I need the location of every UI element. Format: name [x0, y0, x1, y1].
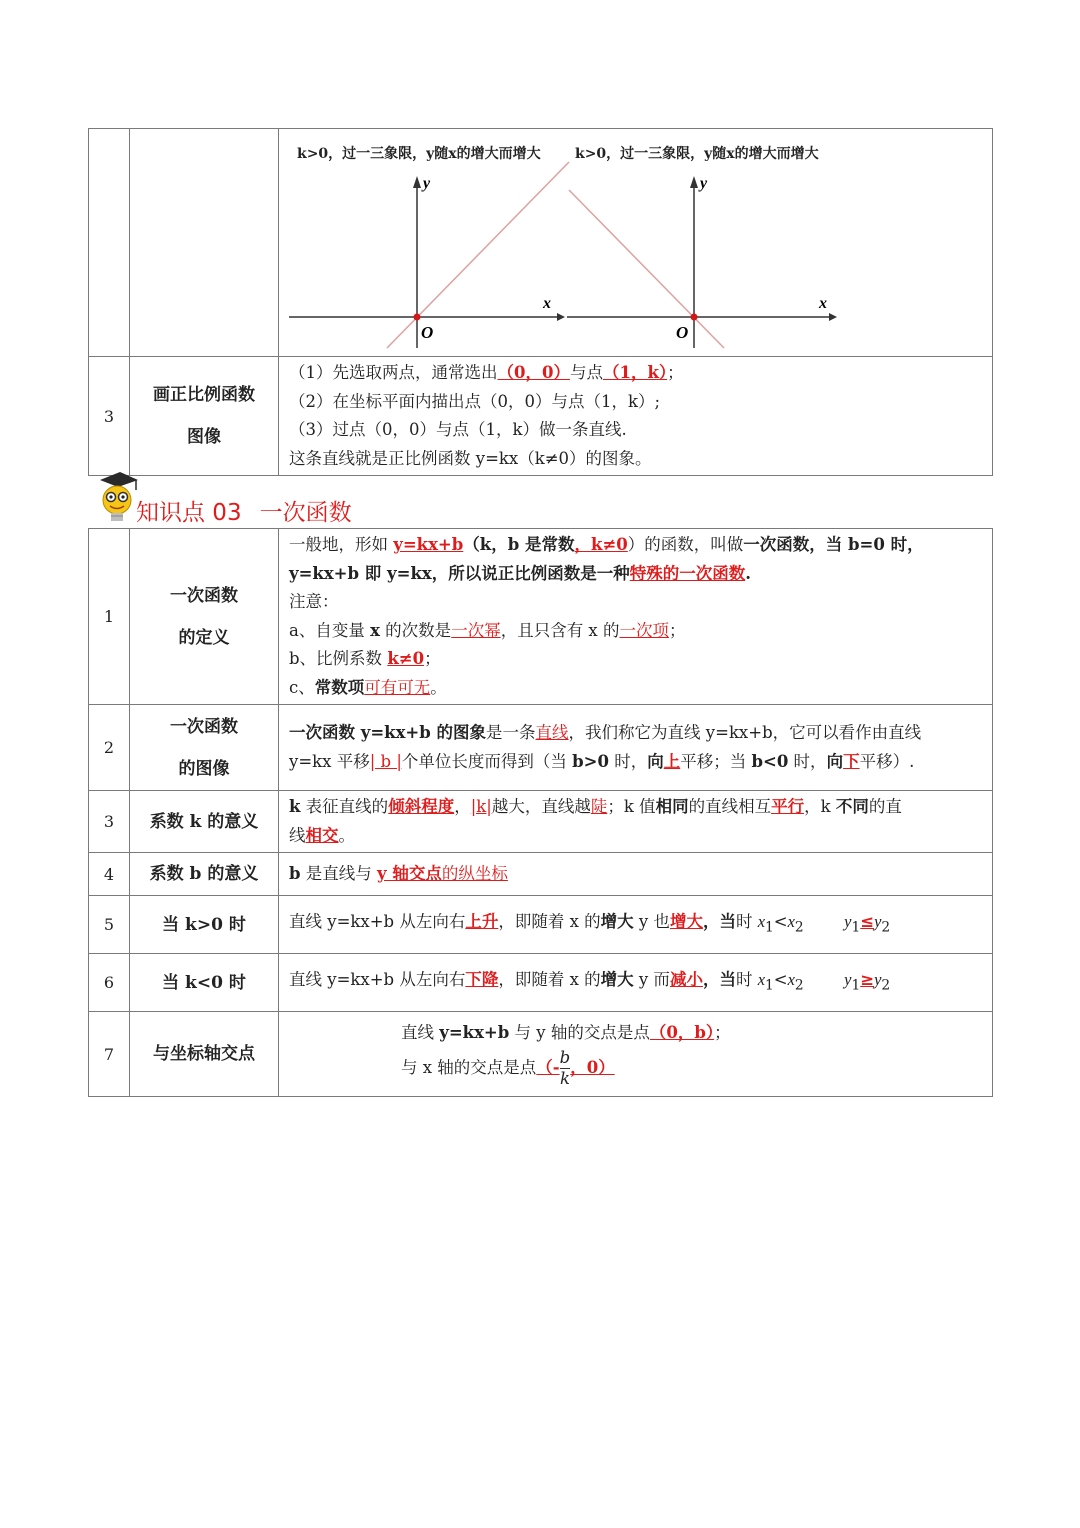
text: 是一条: [486, 723, 536, 742]
left-line: [387, 162, 569, 348]
answer-blank: 特殊的一次函数: [629, 563, 746, 583]
text: 平移；当: [680, 751, 752, 771]
conclusion: 这条直线就是正比例函数 y=kx（k≠0）的图象。: [289, 448, 652, 468]
k-negative-content: [279, 954, 993, 1012]
math-sub: 2: [881, 976, 891, 993]
answer-blank: （0，0）: [497, 363, 570, 382]
right-x-arrow: [829, 313, 837, 321]
linear-function-table: [88, 528, 993, 1097]
row-num-empty: [89, 129, 130, 357]
text: 与 x 轴的交点是点: [401, 1057, 537, 1077]
answer-blank: （-: [536, 1057, 560, 1077]
text: c、: [289, 677, 315, 697]
text: y 也: [633, 911, 670, 931]
answer-blank: | b |: [369, 751, 402, 771]
proportional-graphs: [279, 130, 991, 356]
row-num: 3: [89, 791, 130, 853]
row-name-line2: 的图像: [178, 758, 230, 779]
denominator: k: [559, 1068, 570, 1088]
text: 是直线与: [300, 863, 378, 883]
graph-content: [279, 705, 993, 791]
text: ，当: [702, 969, 736, 989]
text: ，当: [702, 911, 736, 931]
text: 。: [338, 825, 355, 845]
text: 表征直线的: [300, 797, 389, 816]
line: [289, 719, 982, 748]
section-label: 知识点 03: [136, 500, 242, 526]
row-num: 5: [89, 896, 130, 954]
left-axis-x-label: x: [543, 294, 551, 312]
text: ，且只含有 x 的: [500, 620, 620, 640]
text: .: [745, 563, 751, 583]
text: 直线: [401, 1023, 440, 1043]
row-num: 4: [89, 853, 130, 896]
row-num: 6: [89, 954, 130, 1012]
answer-blank: |k|: [470, 797, 492, 816]
mascot-icon: [96, 470, 140, 526]
answer-blank: 下降: [465, 969, 499, 989]
text: a、自变量: [289, 620, 371, 640]
graph-caption-right: k>0，过一三象限，y随x的增大而增大: [575, 145, 819, 162]
text: ；: [714, 1023, 731, 1043]
right-axis-y-label: y: [700, 174, 708, 192]
row-num: 1: [89, 529, 130, 705]
math-op: <: [773, 911, 788, 931]
text: 向: [826, 751, 844, 771]
text: 线: [289, 825, 306, 845]
text: 的次数是: [379, 620, 452, 640]
text: 的直线相互: [688, 797, 772, 816]
answer-blank: y=kx+b: [393, 535, 464, 554]
text: 向: [647, 751, 664, 771]
table-row: [89, 529, 993, 705]
text: y=kx+b 即 y=kx，所以说正比例函数是一种: [289, 563, 630, 583]
graph-caption-left: k>0，过一三象限，y随x的增大而增大: [297, 145, 541, 162]
answer-blank: 增大: [669, 911, 703, 931]
line: [289, 645, 982, 674]
math-y1: y: [844, 911, 852, 931]
row-name: 与坐标轴交点: [130, 1012, 279, 1097]
text: 增大: [600, 969, 634, 989]
line: [289, 793, 982, 822]
answer-blank: 的纵坐标: [441, 863, 508, 883]
text: x: [370, 620, 380, 640]
left-origin-label: O: [421, 322, 434, 342]
answer-blank: 倾斜程度: [388, 797, 455, 816]
line: [289, 531, 982, 560]
text: （1）先选取两点，通常选出: [289, 363, 498, 382]
text: （k，b 是常数: [463, 535, 575, 554]
text: b<0: [751, 751, 789, 771]
text: 一次函数 y=kx+b 的图象: [289, 723, 487, 742]
math-x1: x: [757, 911, 766, 931]
table-row: [89, 705, 993, 791]
text: 。: [430, 677, 447, 697]
left-axis-y-label: y: [423, 174, 431, 192]
text: y=kx 平移: [289, 751, 370, 771]
numerator: b: [559, 1047, 571, 1067]
top-table: [88, 128, 993, 476]
math-x1: x: [757, 969, 766, 989]
row-name: 当 k>0 时: [130, 896, 279, 954]
right-origin-dot: [691, 313, 698, 320]
math-y2: y: [874, 911, 882, 931]
text: 直线 y=kx+b 从左向右: [289, 969, 466, 989]
answer-blank: （1，k）: [602, 363, 668, 382]
text: 个单位长度而得到（当: [401, 751, 573, 771]
left-x-arrow: [557, 313, 565, 321]
row-num: 2: [89, 705, 130, 791]
text: ；k 值: [607, 797, 656, 816]
text: 平移）.: [859, 751, 915, 771]
right-axis-x-label: x: [819, 294, 827, 312]
text: ；: [424, 649, 441, 668]
text: 一次函数: [743, 535, 810, 554]
table-row: [89, 791, 993, 853]
line: 注意：: [289, 592, 339, 611]
answer-blank: 减小: [669, 969, 703, 989]
text: ，即随着 x 的: [498, 911, 601, 931]
text: ）的函数，叫做: [627, 535, 744, 554]
math-sub: 1: [851, 976, 861, 993]
section-heading: [96, 470, 496, 528]
text: 时: [735, 969, 753, 989]
math-y2: y: [874, 969, 882, 989]
line: [289, 748, 982, 777]
math-sub: 1: [851, 918, 861, 935]
text: b: [289, 863, 301, 883]
math-sub: 1: [765, 918, 774, 935]
left-origin-dot: [414, 313, 421, 320]
text: 相同: [655, 797, 689, 816]
row-num: 7: [89, 1012, 130, 1097]
answer-blank: y 轴交点: [377, 863, 442, 883]
text: 时，: [788, 751, 827, 771]
row-num: 3: [89, 357, 130, 476]
step-2: （2）在坐标平面内描出点（0，0）与点（1，k）;: [289, 391, 661, 411]
row-name-empty: [130, 129, 279, 357]
answer-blank: 一次幂: [451, 620, 501, 640]
text: ，: [454, 797, 471, 816]
row-name: [130, 529, 279, 705]
right-line: [569, 190, 724, 348]
fraction: [560, 1048, 571, 1089]
left-y-arrow: [413, 176, 421, 188]
row-name: [130, 357, 279, 476]
answer-blank: 一次项: [619, 620, 669, 640]
line: [401, 1048, 982, 1089]
table-row: [89, 1012, 993, 1097]
answer-blank: 上: [663, 751, 681, 771]
k-positive-content: [279, 896, 993, 954]
row-content: [279, 357, 993, 476]
row-name: 系数 k 的意义: [130, 791, 279, 853]
right-y-arrow: [690, 176, 698, 188]
line: [289, 560, 982, 589]
answer-blank: ，k≠0: [574, 535, 628, 554]
text: 时: [735, 911, 753, 931]
row-name-line1: 画正比例函数: [153, 385, 255, 405]
math-x2: x: [787, 969, 795, 989]
line: [289, 822, 982, 851]
definition-content: [279, 529, 993, 705]
step-1: [289, 359, 982, 388]
text: b>0: [572, 751, 609, 771]
answer-blank: 相交: [305, 825, 339, 845]
b-meaning-content: [279, 853, 993, 896]
table-row: [89, 896, 993, 954]
text: 一般地，形如: [289, 535, 394, 554]
math-x2: x: [787, 911, 795, 931]
row-name-line2: 图像: [187, 427, 221, 447]
text: 与 y 轴的交点是点: [509, 1023, 650, 1043]
line: [289, 617, 982, 646]
answer-blank: 直线: [535, 723, 569, 742]
math-sub: 2: [794, 918, 804, 935]
answer-blank: 上升: [465, 911, 499, 931]
math-y1: y: [844, 969, 852, 989]
math-sub: 2: [794, 976, 804, 993]
k-meaning-content: [279, 791, 993, 853]
math-sub: 2: [881, 918, 891, 935]
text: k: [289, 797, 301, 816]
text: ，当 b=0 时，: [809, 535, 924, 554]
text: 不同: [835, 797, 869, 816]
text: 与点: [569, 363, 603, 382]
line: [289, 674, 982, 703]
row-name: [130, 705, 279, 791]
row-name-line1: 一次函数: [170, 716, 238, 737]
text: ，k: [804, 797, 836, 816]
answer-blank: ，0）: [570, 1057, 615, 1077]
answer-blank: 可有可无: [364, 677, 431, 697]
section-title: [136, 494, 352, 527]
math-op: <: [773, 969, 788, 989]
text: ；: [667, 363, 684, 382]
text: ；: [668, 620, 686, 640]
text: 增大: [600, 911, 634, 931]
answer-blank: 平行: [771, 797, 805, 816]
row-name-line2: 的定义: [178, 627, 230, 648]
row-name: 系数 b 的意义: [130, 853, 279, 896]
table-row: [89, 954, 993, 1012]
text: b、比例系数: [289, 649, 388, 668]
intercept-content: [279, 1012, 993, 1097]
text: 常数项: [314, 677, 365, 697]
answer-blank: 陡: [590, 797, 608, 816]
table-row: [89, 853, 993, 896]
math-relation: ≥: [860, 969, 875, 989]
section-name: 一次函数: [259, 500, 352, 526]
math-relation: ≤: [860, 911, 875, 931]
answer-blank: k≠0: [387, 649, 425, 668]
math-sub: 1: [765, 976, 774, 993]
answer-blank: （0，b）: [649, 1023, 715, 1043]
graph-cell: [279, 129, 993, 357]
text: y 而: [633, 969, 670, 989]
right-origin-label: O: [676, 322, 689, 342]
row-name-line1: 一次函数: [170, 585, 238, 606]
text: 越大，直线越: [491, 797, 591, 816]
line: [401, 1019, 982, 1048]
text: 直线 y=kx+b 从左向右: [289, 911, 466, 931]
step-3: （3）过点（0，0）与点（1，k）做一条直线.: [289, 420, 627, 439]
text: 时，: [608, 751, 648, 771]
row-name: 当 k<0 时: [130, 954, 279, 1012]
text: ，即随着 x 的: [498, 969, 601, 989]
text: 的直: [868, 797, 902, 816]
answer-blank: 下: [843, 751, 860, 771]
text: ，我们称它为直线 y=kx+b，它可以看作由直线: [568, 723, 922, 742]
text: y=kx+b: [439, 1023, 510, 1043]
